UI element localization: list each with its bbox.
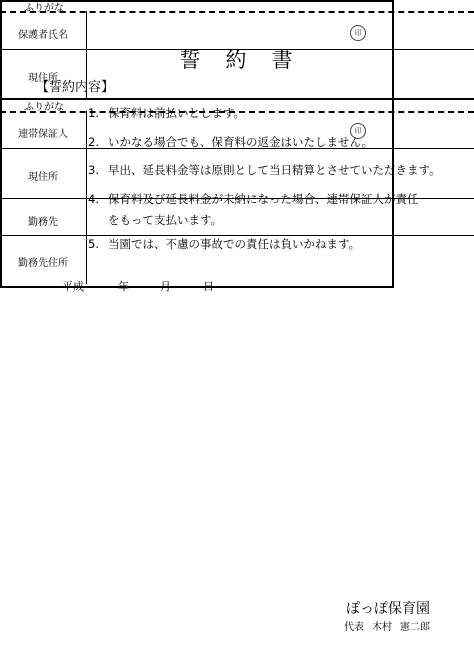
row-divider [0,148,474,149]
organization-name: ぽっぽ保育園 [346,601,430,617]
item-number: 4. [88,192,99,206]
representative-given-name: 憲二郎 [400,622,430,633]
item-number: 3. [88,163,99,177]
column-divider [86,11,87,98]
furigana-label: ふりがな [24,102,64,113]
item-number: 2. [88,135,99,149]
item-number: 5. [88,237,99,251]
row-divider [0,198,474,199]
dashed-divider [0,11,474,13]
row-divider [0,235,474,236]
guardian-address-label: 現住所 [28,73,58,84]
section-divider [0,98,474,100]
guarantor-address-label: 現住所 [28,172,58,183]
representative-title: 代表 [344,622,364,633]
column-divider [86,111,87,284]
row-divider [0,49,474,50]
item-text: いかなる場合でも、保育料の返金はいたしません。 [108,135,374,149]
workplace-address-label: 勤務先住所 [18,258,68,269]
document-title: 誓 約 書 [179,48,295,72]
section-heading: 【誓約内容】 [36,80,115,95]
date-era: 平成 [62,280,84,293]
item-text: 保育料及び延長料金が未納になった場合、連帯保証人が責任 [108,192,419,206]
pledge-item-1 [88,105,245,121]
item-text: 当園では、不慮の事故での責任は負いかねます。 [108,237,361,251]
item-text: 保育料は前払いとします。 [108,106,246,120]
date-year: 年 [118,280,129,293]
dashed-divider [0,111,474,113]
furigana-label: ふりがな [24,3,64,14]
date-month: 月 [160,280,171,293]
item-text-continued: をもって支払います。 [108,213,223,227]
item-text: 早出、延長料金等は原則として当日精算とさせていただきます。 [108,163,441,177]
workplace-label: 勤務先 [28,217,58,228]
seal-mark-icon: 印 [350,25,366,41]
pledge-item-4 [88,191,419,228]
guarantor-label: 連帯保証人 [18,129,68,140]
representative-line [336,618,430,633]
pledge-item-5 [88,236,360,252]
representative-surname: 木村 [372,622,392,633]
seal-mark-icon: 印 [350,123,366,139]
date-day: 日 [203,280,214,293]
pledge-item-3 [88,162,441,178]
guardian-name-label: 保護者氏名 [18,30,68,41]
item-number: 1. [88,106,99,120]
